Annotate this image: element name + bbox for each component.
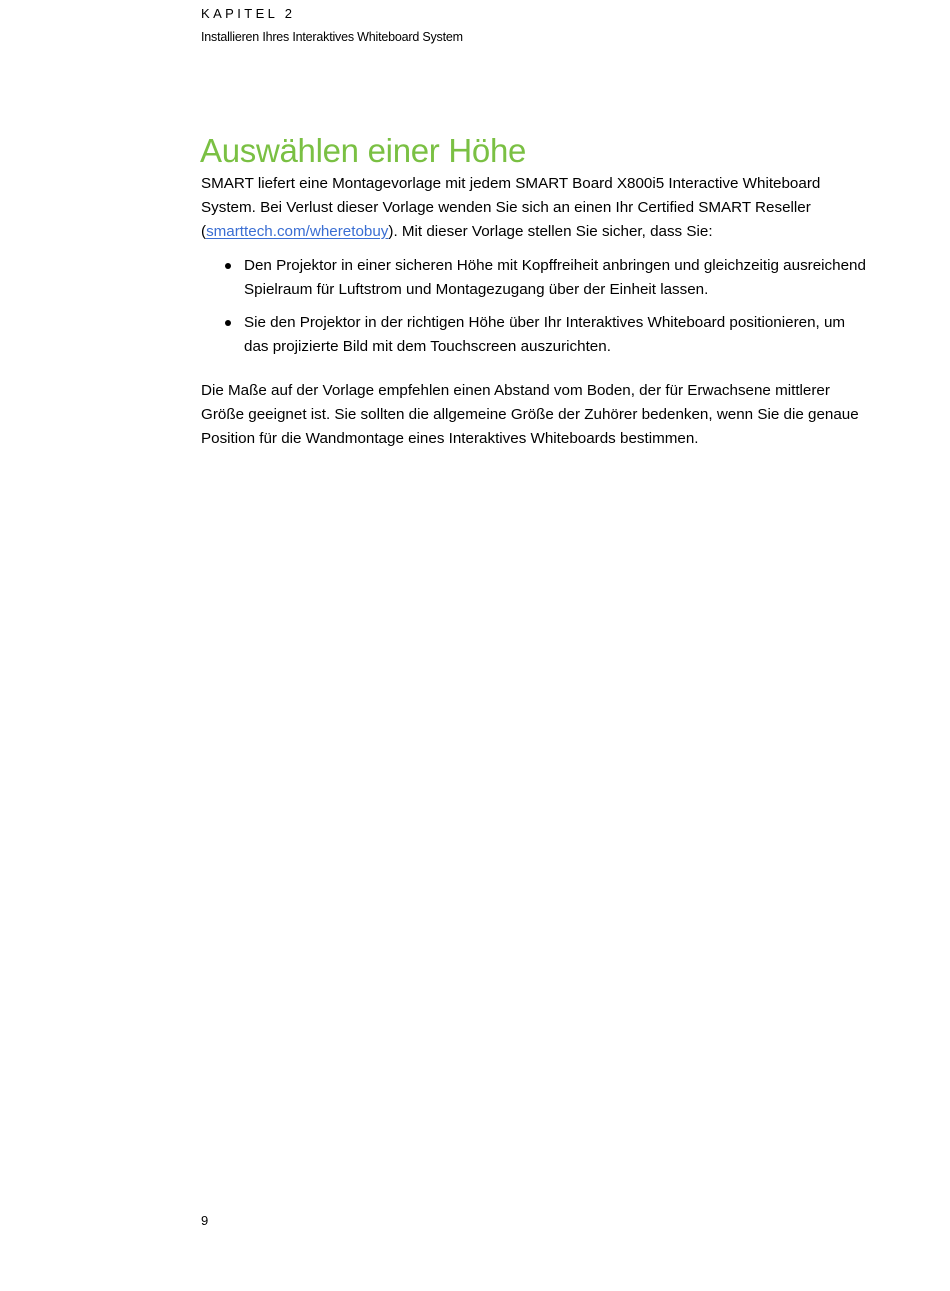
intro-paragraph — [201, 172, 869, 244]
bullet-text: Sie den Projektor in der richtigen Höhe über Ihr Interaktives Whiteboard positionieren, um das projizierte Bild mit dem Touchscreen auszurichten. — [244, 314, 846, 355]
bullet-item — [201, 254, 869, 302]
intro-text-after-link: ). Mit dieser Vorlage stellen Sie sicher, dass Sie: — [388, 223, 713, 240]
body-paragraph: Die Maße auf der Vorlage empfehlen einen Abstand vom Boden, der für Erwachsene mittlerer Größe geeignet ist. Sie sollten die allgemeine Größe der Zuhörer bedenken, wenn Sie die genaue Position für die Wandmontage eines Interaktives Whiteboards bestimmen. — [201, 382, 859, 447]
bullet-text: Den Projektor in einer sicheren Höhe mit Kopffreiheit anbringen und gleichzeitig ausreichend Spielraum für Luftstrom und Montagezugang über der Einheit lassen. — [244, 257, 866, 298]
section-content — [201, 172, 869, 451]
page-number: 9 — [201, 1213, 209, 1228]
section-heading: Auswählen einer Höhe — [200, 132, 527, 169]
wheretobuy-link[interactable]: smarttech.com/wheretobuy — [206, 223, 389, 240]
bullet-list — [201, 254, 869, 359]
bullet-icon — [225, 263, 231, 269]
bullet-icon — [225, 320, 231, 326]
chapter-label: KAPITEL 2 — [201, 6, 296, 21]
chapter-title: Installieren Ihres Interaktives Whiteboard System — [201, 30, 463, 44]
bullet-item — [201, 311, 869, 359]
intro-text-before-link: SMART liefert eine Montagevorlage mit jedem SMART Board X800i5 Interactive Whiteboard System. Bei Verlust dieser Vorlage wenden Sie sich an einen Ihr Certified SMART Reseller ( — [201, 175, 821, 240]
